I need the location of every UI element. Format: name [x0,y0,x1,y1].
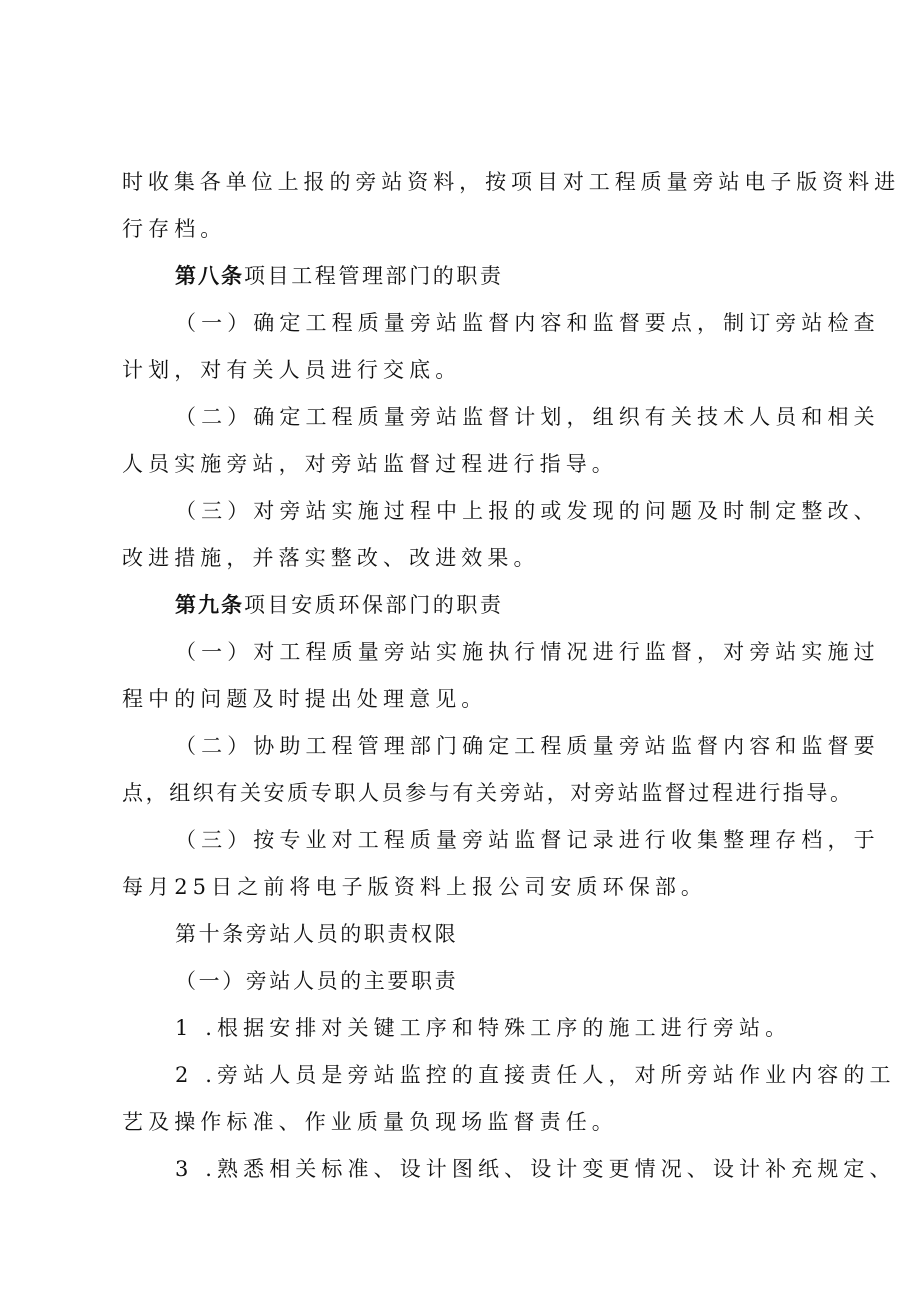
article-8-number: 第八条 [175,263,244,288]
paragraph-line: 时收集各单位上报的旁站资料，按项目对工程质量旁站电子版资料进 [122,170,900,194]
paragraph-line: （二）确定工程质量旁站监督计划，组织有关技术人员和相关 [175,405,880,429]
paragraph-line: （二）协助工程管理部门确定工程质量旁站监督内容和监督要 [175,734,880,758]
article-9-number: 第九条 [175,592,244,617]
paragraph-line: 计划，对有关人员进行交底。 [122,358,462,382]
list-item: 2 .旁站人员是旁站监控的直接责任人，对所旁站作业内容的工 [175,1063,896,1087]
section-heading: （一）旁站人员的主要职责 [175,969,459,993]
list-item: 3 .熟悉相关标准、设计图纸、设计变更情况、设计补充规定、 [175,1157,896,1181]
article-8-heading [175,262,504,290]
paragraph-line: （三）按专业对工程质量旁站监督记录进行收集整理存档，于 [175,828,880,852]
article-9-title: 项目安质环保部门的职责 [244,593,504,617]
article-9-heading [175,591,504,619]
paragraph-line: 人员实施旁站，对旁站监督过程进行指导。 [122,452,618,476]
list-item: 1 .根据安排对关键工序和特殊工序的施工进行旁站。 [175,1016,792,1040]
paragraph-line: 艺及操作标准、作业质量负现场监督责任。 [122,1110,618,1134]
paragraph-line: 改进措施，并落实整改、改进效果。 [122,546,540,570]
paragraph-line: 点，组织有关安质专职人员参与有关旁站，对旁站监督过程进行指导。 [122,781,854,805]
paragraph-line: 程中的问题及时提出处理意见。 [122,687,488,711]
paragraph-line: 行存档。 [122,217,227,241]
paragraph-line: （一）对工程质量旁站实施执行情况进行监督，对旁站实施过 [175,640,880,664]
paragraph-line: （一）确定工程质量旁站监督内容和监督要点，制订旁站检查 [175,311,880,335]
article-8-title: 项目工程管理部门的职责 [244,264,504,288]
paragraph-line: 每月25日之前将电子版资料上报公司安质环保部。 [122,875,708,899]
paragraph-line: （三）对旁站实施过程中上报的或发现的问题及时制定整改、 [175,499,880,523]
article-10-heading: 第十条旁站人员的职责权限 [175,922,459,946]
